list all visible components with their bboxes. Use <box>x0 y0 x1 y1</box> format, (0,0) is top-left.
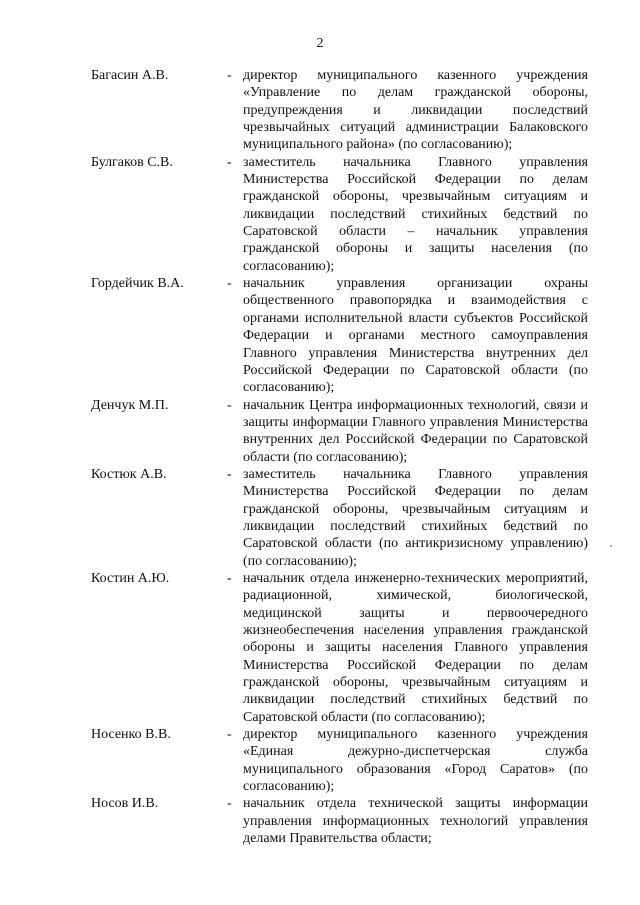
member-name: Носенко В.В. <box>91 727 171 743</box>
member-role: директор муниципального казенного учреждения «Единая дежурно-диспетчерская служба муниципального образования «Город Саратов» (по согласованию); <box>243 727 588 795</box>
list-item <box>0 466 640 570</box>
list-item <box>0 570 640 726</box>
member-name: Носов И.В. <box>91 796 159 812</box>
member-name: Гордейчик В.А. <box>91 276 184 292</box>
member-role: директор муниципального казенного учреждения «Управление по делам гражданской обороны, предупреждения и ликвидации последствий чрезвычайных ситуаций администрации Балаковского муниципального района» (по согласованию); <box>243 68 588 153</box>
scan-speck <box>610 545 612 547</box>
member-dash: - <box>227 397 232 413</box>
member-role: заместитель начальника Главного управления Министерства Российской Федерации по делам гражданской обороны, чрезвычайным ситуациям и ликвидации последствий стихийных бедствий по Саратовской области (по антикризисному управлению) (по согласованию); <box>243 466 588 569</box>
member-name: Костюк А.В. <box>91 466 167 482</box>
member-dash: - <box>227 68 232 83</box>
member-dash: - <box>227 570 232 586</box>
member-name: Денчук М.П. <box>91 397 169 413</box>
list-item <box>0 275 640 396</box>
member-role: начальник управления организации охраны общественного правопорядка и взаимодействия с органами исполнительной власти субъектов Российской Федерации и органами местного самоуправления Главного управления Министерства внутренних дел Российской Федерации по Саратовской области (по согласованию); <box>243 276 588 396</box>
member-role: заместитель начальника Главного управления Министерства Российской Федерации по делам гражданской обороны, чрезвычайным ситуациям и ликвидации последствий стихийных бедствий по Саратовской области – начальник управления гражданской обороны и защиты населения (по согласованию); <box>243 154 588 274</box>
member-dash: - <box>227 796 232 812</box>
member-dash: - <box>227 727 232 743</box>
member-name: Булгаков С.В. <box>91 154 173 170</box>
list-item <box>0 67 640 154</box>
member-role: начальник отдела инженерно-технических мероприятий, радиационной, химической, биологической, медицинской защиты и первоочередного жизнеобеспечения населения управления гражданской обороны и защиты населения Главного управления Министерства Российской Федерации по делам гражданской обороны, чрезвычайным ситуациям и ликвидации последствий стихийных бедствий по Саратовской области (по согласованию); <box>243 570 588 725</box>
member-name: Костин А.Ю. <box>91 570 170 586</box>
list-item <box>0 726 640 795</box>
member-list <box>0 67 640 847</box>
member-name: Багасин А.В. <box>91 68 169 83</box>
member-role: начальник Центра информационных технологий, связи и защиты информации Главного управления Министерства внутренних дел Российской Федерации по Саратовской области (по согласованию); <box>243 397 588 465</box>
member-dash: - <box>227 466 232 482</box>
member-role: начальник отдела технической защиты информации управления информационных технологий управления делами Правительства области; <box>243 796 588 847</box>
list-item <box>0 397 640 466</box>
member-dash: - <box>227 276 232 292</box>
member-dash: - <box>227 154 232 170</box>
page-number: 2 <box>316 36 324 51</box>
list-item <box>0 154 640 275</box>
list-item <box>0 795 640 847</box>
